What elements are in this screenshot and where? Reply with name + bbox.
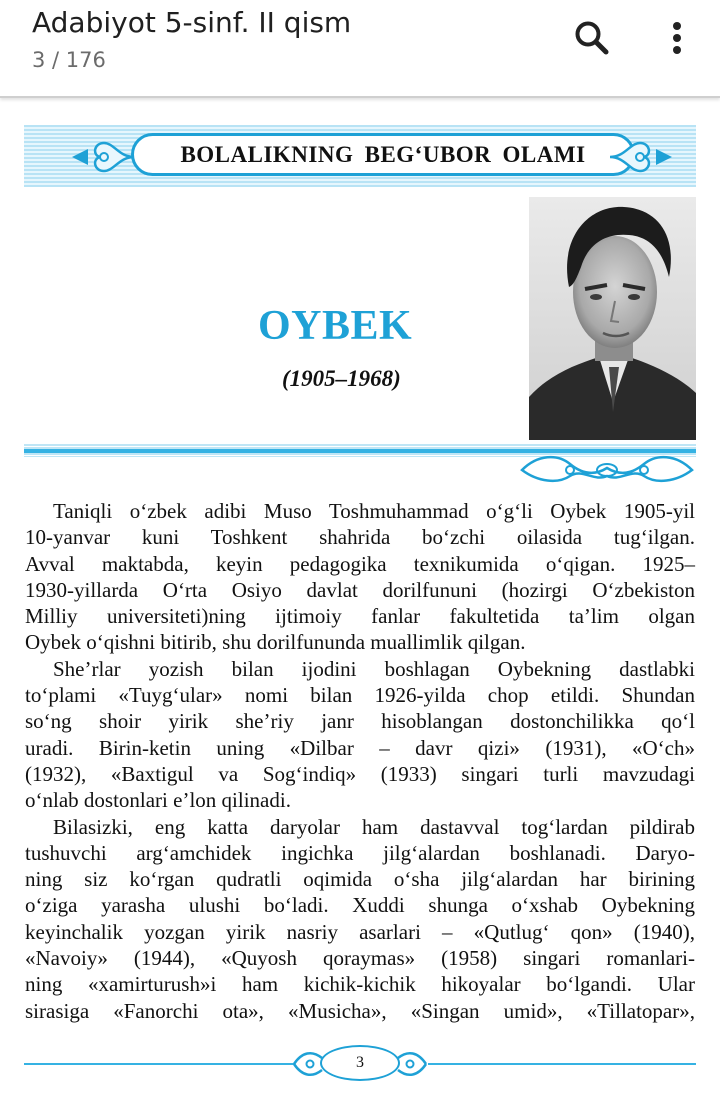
text-line: o‘nlab dostonlari e’lon qilinadi. xyxy=(25,788,291,813)
section-banner xyxy=(24,125,696,187)
author-name: OYBEK xyxy=(258,303,413,349)
book-page[interactable] xyxy=(0,100,720,1100)
paragraph xyxy=(25,656,695,814)
paragraph xyxy=(25,498,695,656)
text-line: o‘ziga yarasha ulushi bo‘ladi. Xuddi shunga o‘xshab Oybekning xyxy=(25,893,695,918)
ornament-right-icon xyxy=(610,135,680,179)
book-title: Adabiyot 5-sinf. II qism xyxy=(32,6,352,39)
search-button[interactable] xyxy=(570,16,614,60)
ornament-left-icon xyxy=(64,135,134,179)
article-body xyxy=(25,498,695,1024)
text-line: (1932), «Baxtigul va Sog‘indiq» (1933) singari turli mavzudagi xyxy=(25,761,695,786)
footer-rule-left xyxy=(24,1063,294,1065)
text-line: Bilasizki, eng katta daryolar ham dastavval tog‘lardan pildirab xyxy=(53,814,695,839)
text-line: Oybek o‘qishni bitirib, shu dorilfununda muallimlik qilgan. xyxy=(25,630,526,655)
text-line: uradi. Birin-ketin uning «Dilbar – davr qizi» (1931), «O‘ch» xyxy=(25,735,695,760)
text-line: 1930-yillarda O‘rta Osiyo davlat dorilfununi (hozirgi O‘zbekiston xyxy=(25,577,695,602)
search-icon xyxy=(570,16,614,60)
text-line: ning siz ko‘rgan qudratli oqimida o‘sha jilg‘alardan har birining xyxy=(25,867,695,892)
text-line: to‘plami «Tuyg‘ular» nomi bilan 1926-yilda chop etildi. Shundan xyxy=(25,683,695,708)
divider-ornament-icon xyxy=(518,450,696,488)
text-line: Avval maktabda, keyin pedagogika texnikumida o‘qigan. 1925– xyxy=(25,551,695,576)
text-line: sirasiga «Fanorchi ota», «Musicha», «Singan umid», «Tillatopar», xyxy=(25,998,695,1023)
more-vert-icon xyxy=(655,16,699,60)
app-bar xyxy=(0,0,720,98)
text-line: 10-yanvar kuni Toshkent shahrida bo‘zchi oilasida tug‘ilgan. xyxy=(25,525,695,550)
section-title: BOLALIKNING BEG‘UBOR OLAMI xyxy=(180,141,586,167)
text-line: Milliy universiteti)ning ijtimoiy fanlar fakultetida ta’lim olgan xyxy=(25,604,695,629)
overflow-menu-button[interactable] xyxy=(655,16,699,60)
page-number: 3 xyxy=(320,1045,400,1081)
text-line: so‘ng shoir yirik she’riy janr hisoblangan dostonchilikka qo‘l xyxy=(25,709,695,734)
footer-rule-right xyxy=(428,1063,696,1065)
text-line: She’rlar yozish bilan ijodini boshlagan Oybekning dastlabki xyxy=(53,656,695,681)
text-line: tushuvchi arg‘amchidek ingichka jilg‘alardan boshlanadi. Daryo- xyxy=(25,840,695,865)
text-line: «Navoiy» (1944), «Quyosh qoraymas» (1958) singari romanlari- xyxy=(25,946,695,971)
banner-title-frame xyxy=(131,133,635,176)
text-line: keyinchalik yozgan yirik nasriy asarlari – «Qutlug‘ qon» (1940), xyxy=(25,919,695,944)
page-indicator: 3 / 176 xyxy=(32,48,106,72)
text-line: Taniqli o‘zbek adibi Muso Toshmuhammad o‘g‘li Oybek 1905-yil xyxy=(53,499,695,523)
paragraph xyxy=(25,814,695,1024)
author-years: (1905–1968) xyxy=(282,366,401,391)
text-line: ning «xamirturush»i ham kichik-kichik hikoyalar bo‘lgandi. Ular xyxy=(25,972,695,997)
author-portrait xyxy=(529,197,696,440)
page-number-badge xyxy=(290,1040,430,1088)
